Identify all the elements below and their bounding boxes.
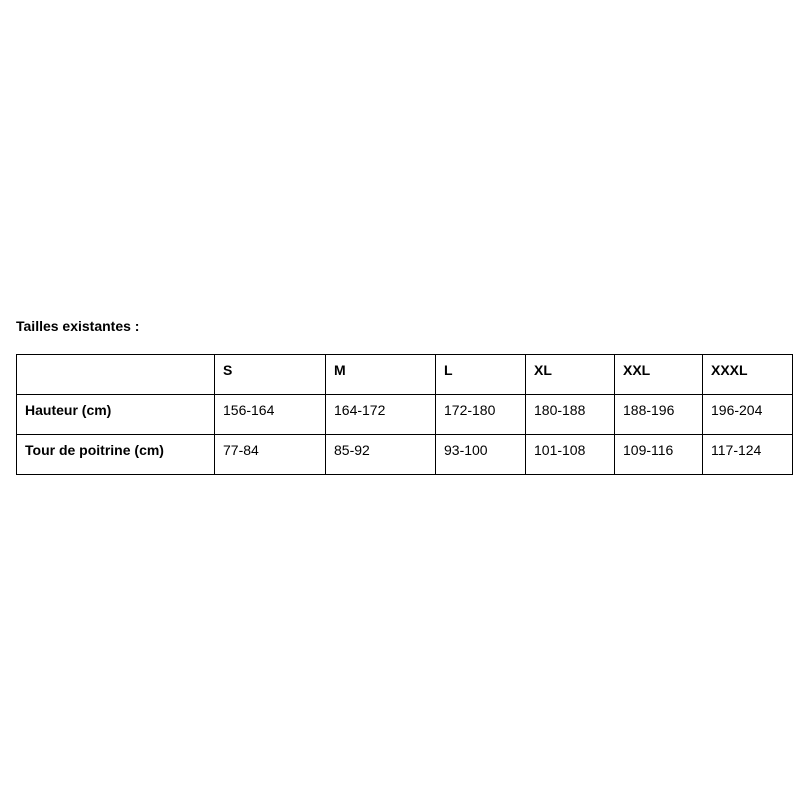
table-cell: 172-180 <box>436 395 526 435</box>
table-row-hauteur <box>17 395 793 435</box>
table-cell: 196-204 <box>703 395 793 435</box>
table-row-tour-de-poitrine <box>17 435 793 475</box>
table-cell: 101-108 <box>526 435 615 475</box>
header-cell-xxl: XXL <box>615 355 703 395</box>
table-cell: 180-188 <box>526 395 615 435</box>
size-table <box>16 354 793 475</box>
table-cell: 85-92 <box>326 435 436 475</box>
table-cell: 77-84 <box>215 435 326 475</box>
row-label-tour-de-poitrine: Tour de poitrine (cm) <box>17 435 215 475</box>
header-cell-empty <box>17 355 215 395</box>
section-heading: Tailles existantes : <box>16 318 140 334</box>
header-cell-s: S <box>215 355 326 395</box>
header-cell-l: L <box>436 355 526 395</box>
row-label-hauteur: Hauteur (cm) <box>17 395 215 435</box>
table-cell: 93-100 <box>436 435 526 475</box>
table-cell: 188-196 <box>615 395 703 435</box>
header-cell-m: M <box>326 355 436 395</box>
table-header-row <box>17 355 793 395</box>
header-cell-xxxl: XXXL <box>703 355 793 395</box>
table-cell: 109-116 <box>615 435 703 475</box>
table-cell: 164-172 <box>326 395 436 435</box>
header-cell-xl: XL <box>526 355 615 395</box>
table-cell: 156-164 <box>215 395 326 435</box>
table-cell: 117-124 <box>703 435 793 475</box>
